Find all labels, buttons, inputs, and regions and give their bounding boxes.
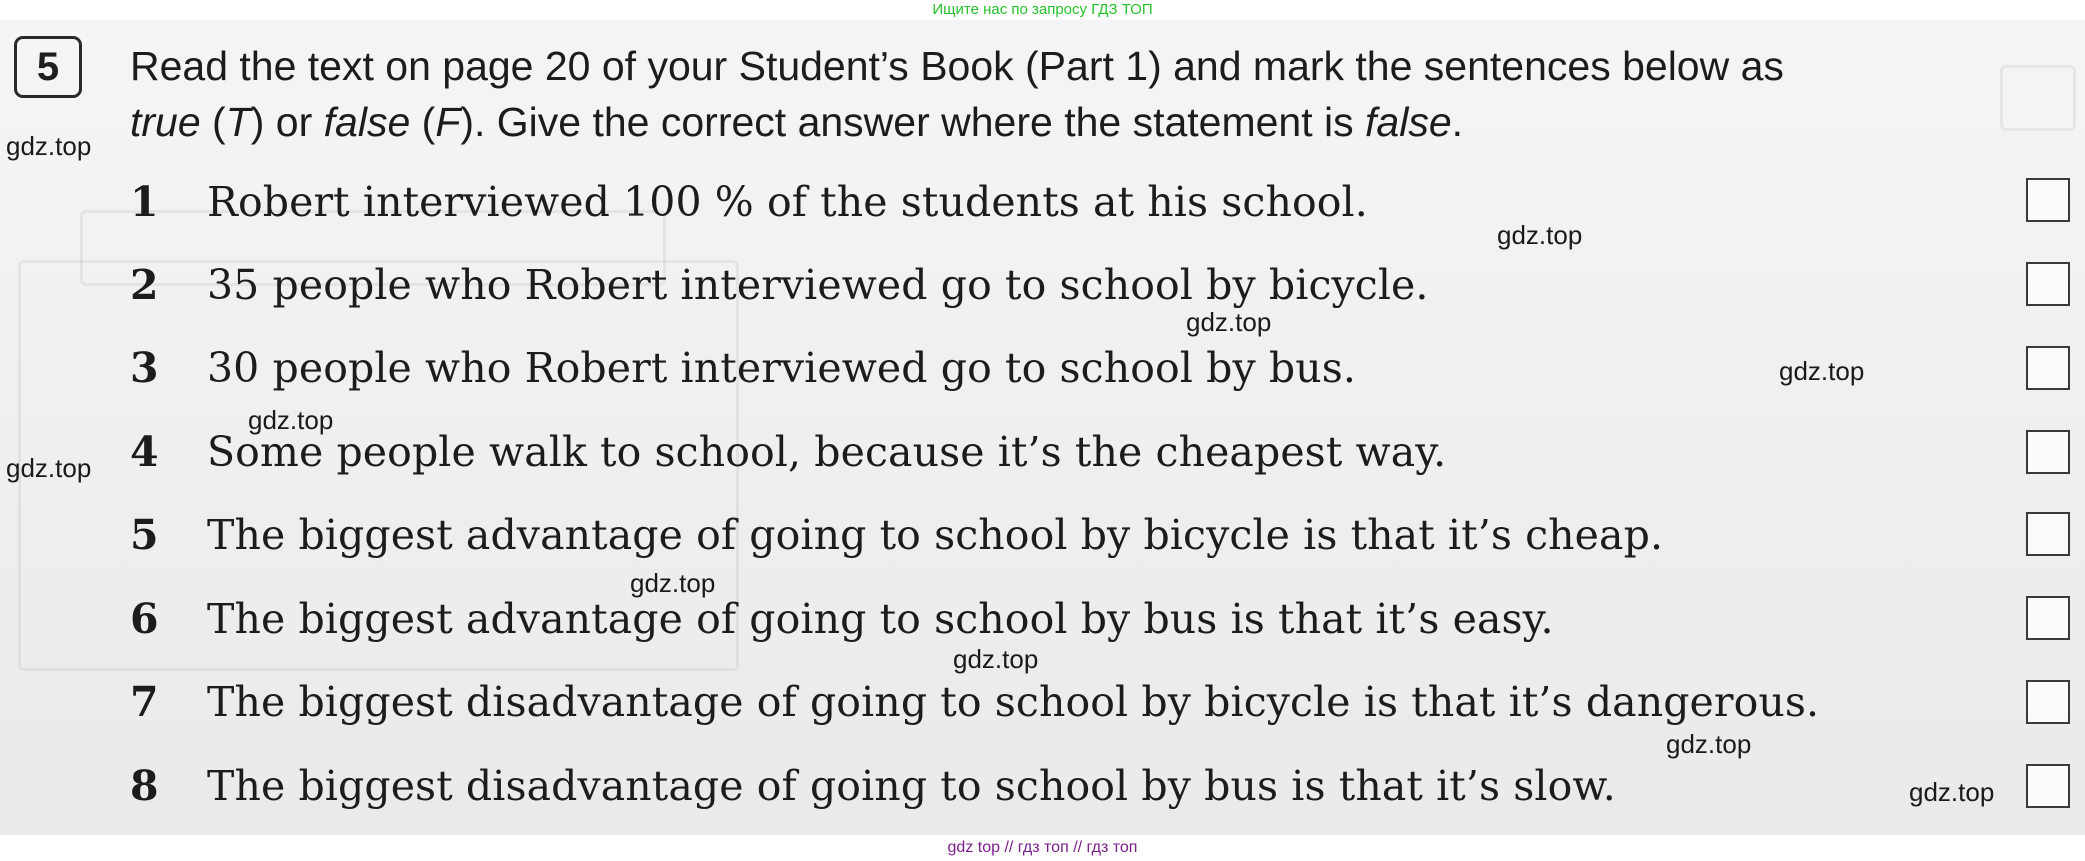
statement-item: [130, 755, 2010, 817]
statement-text: The biggest disadvantage of going to school by bus is that it’s slow.: [207, 762, 1616, 810]
watermark: gdz.top: [1186, 307, 1272, 337]
answer-checkbox-3[interactable]: [2026, 346, 2070, 390]
instruction-end: .: [1451, 99, 1464, 145]
statement-item: [130, 337, 2010, 399]
false-close: ). Give the correct answer where the statement is: [460, 99, 1366, 145]
statement-text: Some people walk to school, because it’s the cheapest way.: [207, 428, 1447, 476]
instruction-line-1: Read the text on page 20 of your Student’s Book (Part 1) and mark the sentences below as: [130, 43, 1784, 89]
statement-number: 1: [130, 178, 159, 226]
statement-item: [130, 671, 2010, 733]
watermark: gdz.top: [6, 453, 92, 483]
statement-number: 2: [130, 261, 159, 309]
watermark: gdz.top: [1666, 729, 1752, 759]
statement-item: [130, 171, 2010, 233]
statement-item: [130, 254, 2010, 316]
false-word: false: [323, 99, 411, 145]
answer-checkbox-5[interactable]: [2026, 512, 2070, 556]
false-open: (: [410, 99, 436, 145]
true-close: ) or: [250, 99, 324, 145]
answer-checkbox-8[interactable]: [2026, 764, 2070, 808]
statement-number: 8: [130, 762, 159, 810]
statement-text: The biggest advantage of going to school by bus is that it’s easy.: [207, 595, 1554, 643]
watermark: gdz.top: [1909, 777, 1995, 807]
statement-number: 5: [130, 511, 159, 559]
statement-text: The biggest disadvantage of going to school by bicycle is that it’s dangerous.: [207, 678, 1820, 726]
answer-checkbox-2[interactable]: [2026, 262, 2070, 306]
statement-item: [130, 588, 2010, 650]
answer-checkbox-1[interactable]: [2026, 178, 2070, 222]
statement-number: 6: [130, 595, 159, 643]
statement-number: 4: [130, 428, 159, 476]
statement-number: 3: [130, 344, 159, 392]
statement-text: Robert interviewed 100 % of the students at his school.: [207, 178, 1368, 226]
watermark: gdz.top: [630, 568, 716, 598]
true-letter: T: [225, 99, 251, 145]
true-open: (: [200, 99, 226, 145]
answer-checkbox-4[interactable]: [2026, 430, 2070, 474]
statement-text: The biggest advantage of going to school by bicycle is that it’s cheap.: [207, 511, 1664, 559]
statement-text: 30 people who Robert interviewed go to school by bus.: [207, 344, 1357, 392]
true-word: true: [130, 99, 201, 145]
watermark: gdz.top: [1497, 220, 1583, 250]
bottom-banner[interactable]: gdz top // гдз топ // гдз топ: [947, 839, 1138, 856]
exercise-instruction: [130, 38, 2075, 150]
watermark: gdz.top: [1779, 356, 1865, 386]
false-letter: F: [435, 99, 461, 145]
statement-text: 35 people who Robert interviewed go to school by bicycle.: [207, 261, 1429, 309]
statement-item: [130, 421, 2010, 483]
exercise-number-box: 5: [14, 36, 82, 98]
statement-item: [130, 504, 2010, 566]
watermark: gdz.top: [6, 131, 92, 161]
answer-checkbox-7[interactable]: [2026, 680, 2070, 724]
instruction-line-2: [130, 94, 2075, 150]
top-banner[interactable]: Ищите нас по запросу ГДЗ ТОП: [932, 1, 1153, 18]
false-word-2: false: [1365, 99, 1452, 145]
watermark: gdz.top: [248, 405, 334, 435]
answer-checkbox-6[interactable]: [2026, 596, 2070, 640]
watermark: gdz.top: [953, 644, 1039, 674]
statement-number: 7: [130, 678, 159, 726]
